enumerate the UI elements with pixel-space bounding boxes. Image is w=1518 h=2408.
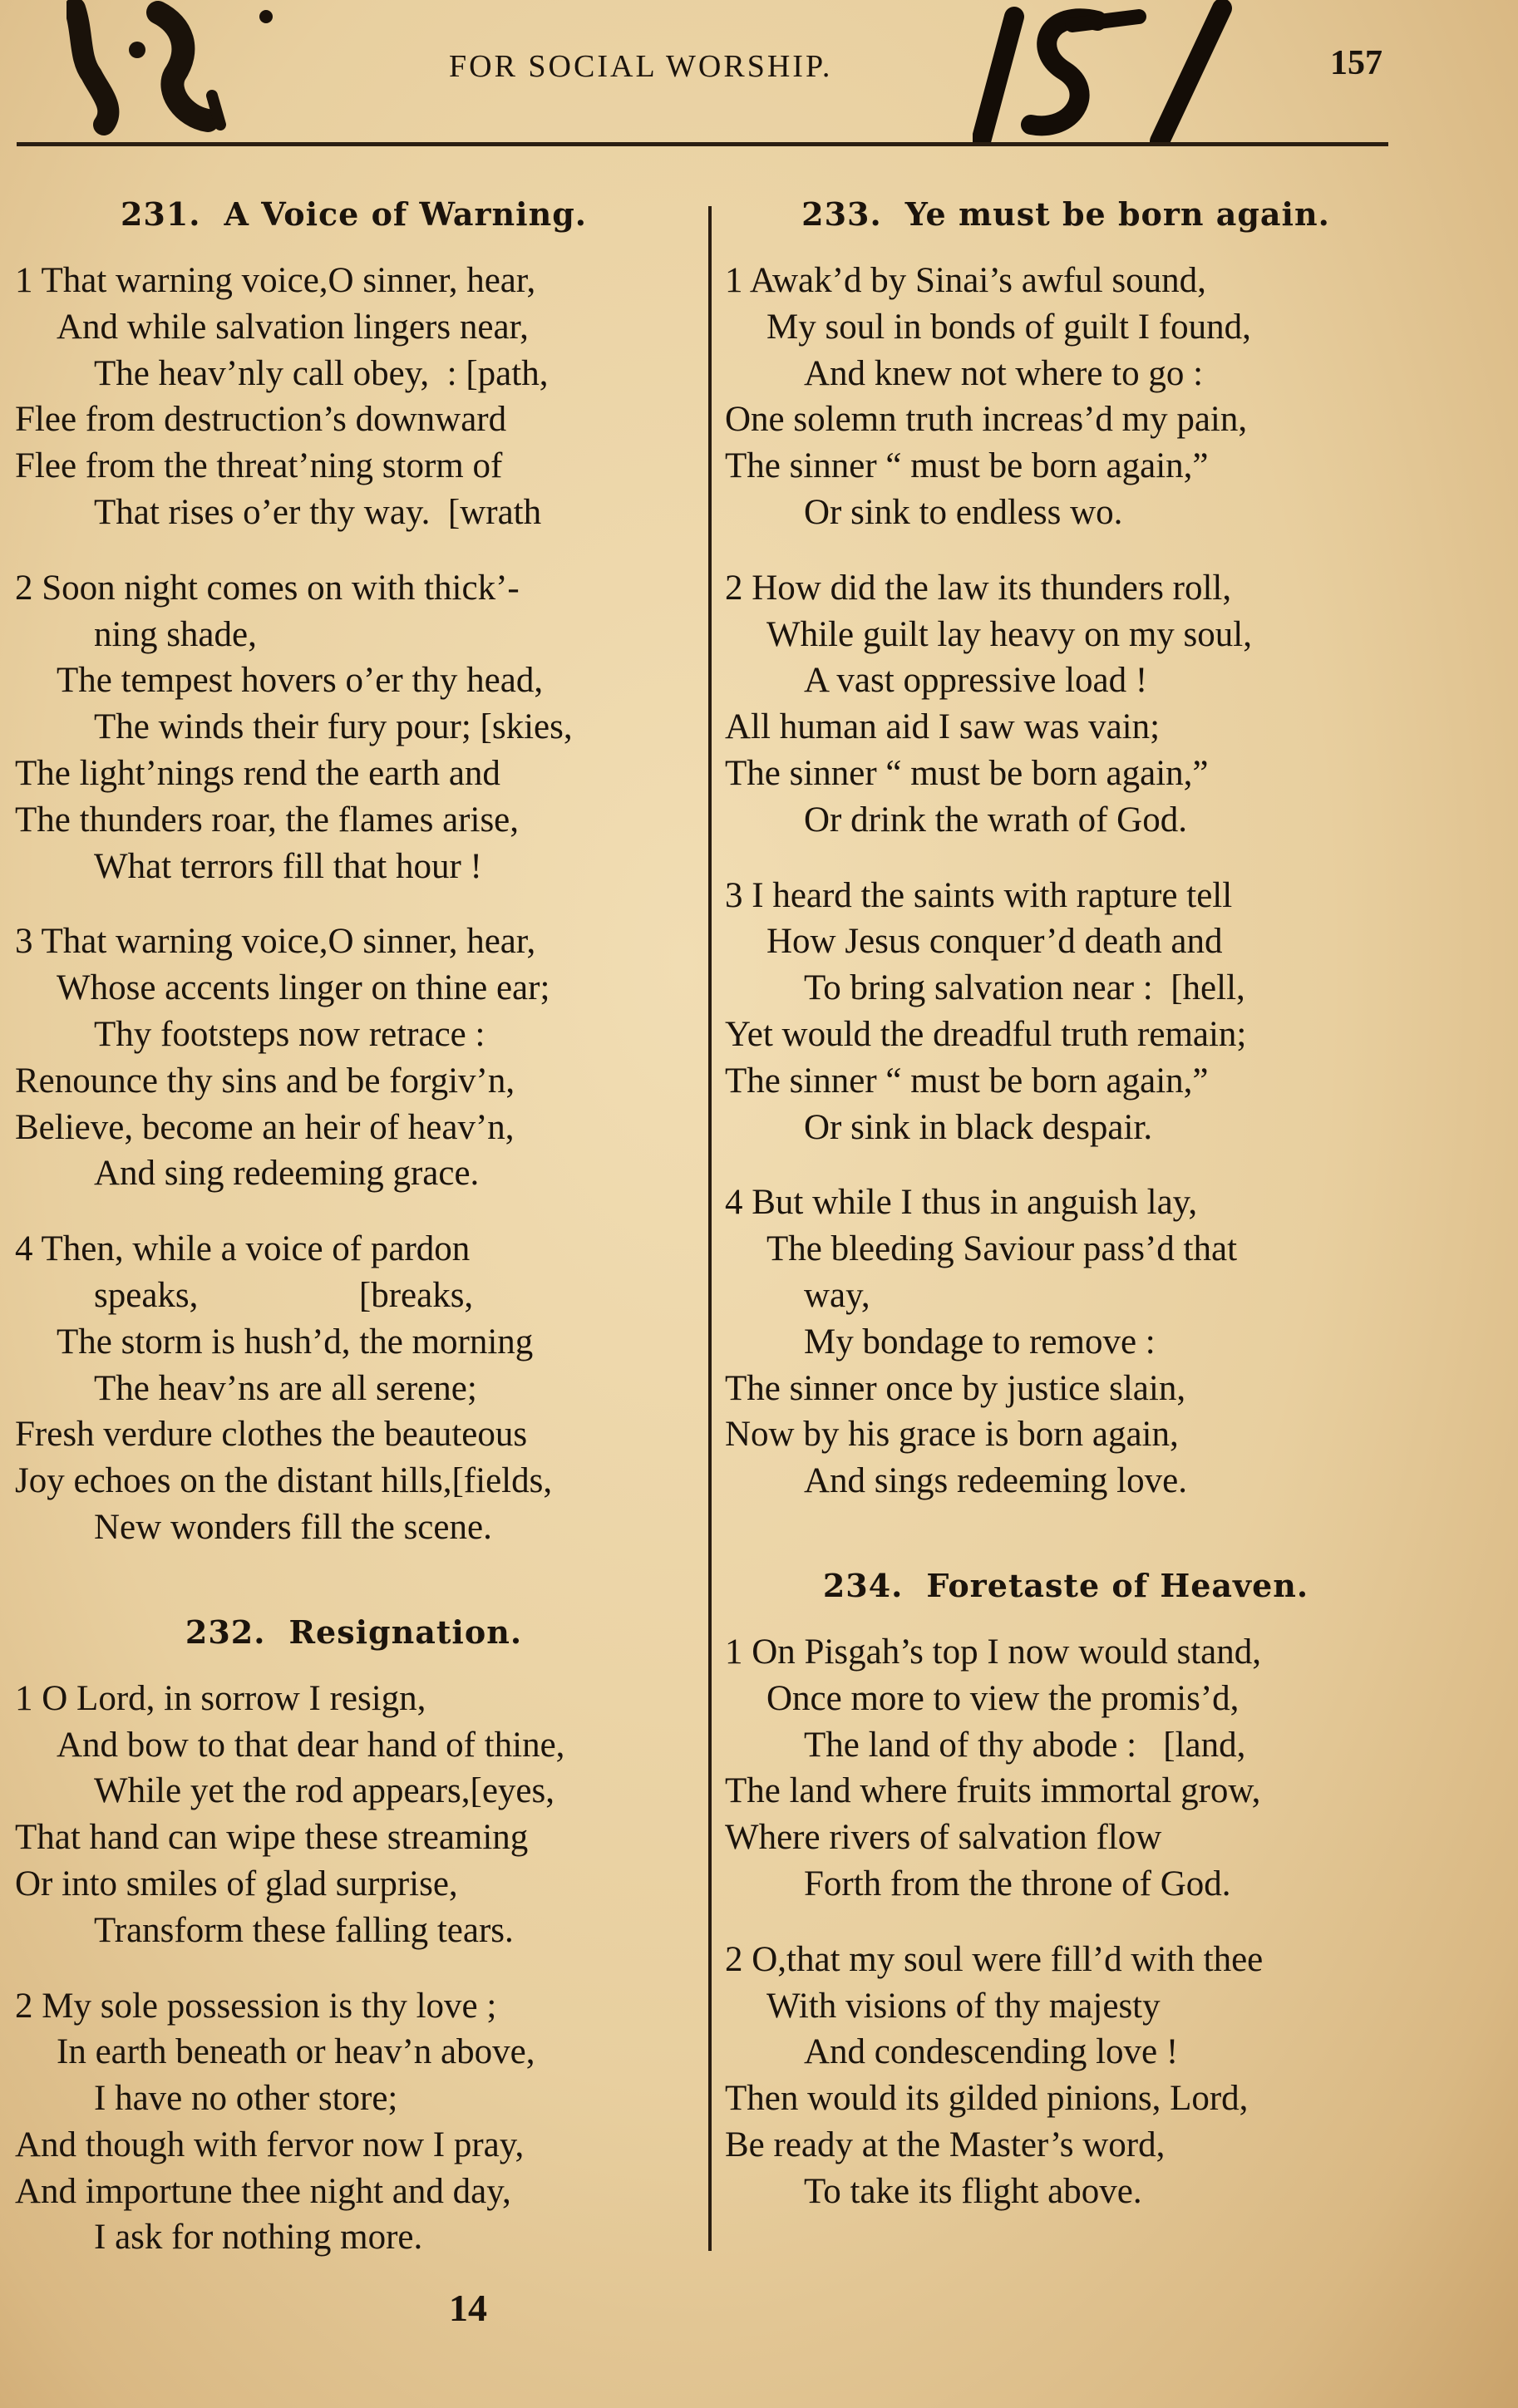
verse-line: Yet would the dreadful truth remain;	[725, 1014, 1247, 1054]
verse-line: And condescending love !	[804, 2032, 1179, 2072]
hymn-title	[725, 195, 1407, 233]
stanza	[15, 1676, 692, 1954]
verse-line: 4 But while I thus in anguish lay,	[725, 1183, 1198, 1223]
left-column	[15, 195, 692, 2290]
verse-line: Once more to view the promis’d,	[766, 1678, 1240, 1718]
verse-line: Then would its gilded pinions, Lord,	[725, 2079, 1249, 2119]
hymn-title	[15, 195, 692, 233]
verse-line: And importune thee night and day,	[15, 2171, 511, 2211]
hymn-title-text: Ye must be born again.	[904, 195, 1330, 233]
verse-line: 1 On Pisgah’s top I now would stand,	[725, 1632, 1261, 1672]
header-rule	[17, 142, 1388, 146]
verse-line: Now by his grace is born again,	[725, 1415, 1179, 1455]
verse-line: ning shade,	[94, 614, 257, 654]
verse-line: 1 O Lord, in sorrow I resign,	[15, 1678, 426, 1718]
verse-line: Flee from the threat’ning storm of	[15, 446, 503, 486]
hymn-title	[15, 1613, 692, 1651]
verse-line: The sinner “ must be born again,”	[725, 1061, 1209, 1101]
verse-line: 1 Awak’d by Sinai’s awful sound,	[725, 261, 1206, 300]
verse-line: I ask for nothing more.	[94, 2218, 423, 2258]
verse-line: And bow to that dear hand of thine,	[57, 1725, 565, 1765]
verse-line: The land where fruits immortal grow,	[725, 1771, 1261, 1811]
verse-line: Believe, become an heir of heav’n,	[15, 1107, 515, 1147]
verse-line: How Jesus conquer’d death and	[766, 922, 1223, 962]
verse-line: The land of thy abode : [land,	[804, 1725, 1246, 1765]
hymn	[15, 1613, 692, 2262]
verse-line: And knew not where to go :	[804, 353, 1204, 393]
hymn-number: 234.	[822, 1566, 904, 1604]
verse-line: And though with fervor now I pray,	[15, 2125, 525, 2164]
verse-line: To bring salvation near : [hell,	[804, 968, 1245, 1008]
verse-line: The heav’nly call obey, : [path,	[94, 353, 549, 393]
hymn-title-text: A Voice of Warning.	[224, 195, 588, 233]
verse-line: 2 O,that my soul were fill’d with thee	[725, 1939, 1264, 1979]
verse-line: My soul in bonds of guilt I found,	[766, 307, 1251, 347]
verse-line: Or sink to endless wo.	[804, 492, 1123, 532]
right-column	[725, 195, 1407, 2243]
verse-line: Transform these falling tears.	[94, 1910, 514, 1950]
verse-line: My bondage to remove :	[804, 1322, 1156, 1362]
verse-line: 2 My sole possession is thy love ;	[15, 1986, 497, 2026]
verse-line: One solemn truth increas’d my pain,	[725, 400, 1248, 440]
stanza	[725, 873, 1407, 1151]
verse-line: speaks, [breaks,	[94, 1275, 474, 1315]
hand-number-text: 151	[973, 0, 974, 1]
verse-line: And sing redeeming grace.	[94, 1154, 480, 1194]
verse-line: 3 That warning voice,O sinner, hear,	[15, 922, 536, 962]
verse-line: The light’nings rend the earth and	[15, 753, 500, 793]
stanza	[15, 918, 692, 1197]
signature-mark: 14	[449, 2287, 487, 2329]
verse-line: Or drink the wrath of God.	[804, 800, 1187, 840]
verse-line: I have no other store;	[94, 2079, 398, 2119]
stanza	[15, 1226, 692, 1551]
verse-line: The bleeding Saviour pass’d that	[766, 1229, 1238, 1269]
verse-line: Joy echoes on the distant hills,[fields,	[15, 1461, 553, 1501]
verse-line: Renounce thy sins and be forgiv’n,	[15, 1061, 515, 1101]
page-header	[0, 0, 1518, 150]
stanza	[725, 1179, 1407, 1504]
verse-line: While guilt lay heavy on my soul,	[766, 614, 1252, 654]
verse-line: The sinner “ must be born again,”	[725, 446, 1209, 486]
verse-line: 4 Then, while a voice of pardon	[15, 1229, 471, 1269]
verse-line: With visions of thy majesty	[766, 1986, 1161, 2026]
stanza	[15, 258, 692, 536]
stanza	[15, 1983, 692, 2262]
hymn-number: 233.	[801, 195, 882, 233]
hymn	[15, 195, 692, 1613]
stanza	[725, 1629, 1407, 1908]
hymn-number: 232.	[185, 1613, 266, 1651]
verse-line: Where rivers of salvation flow	[725, 1818, 1162, 1858]
verse-line: 2 How did the law its thunders roll,	[725, 568, 1232, 608]
verse-line: Whose accents linger on thine ear;	[57, 968, 550, 1008]
verse-line: A vast oppressive load !	[804, 661, 1148, 701]
hymn-title-text: Resignation.	[288, 1613, 523, 1651]
verse-line: 2 Soon night comes on with thick’-	[15, 568, 520, 608]
verse-line: While yet the rod appears,[eyes,	[94, 1771, 554, 1811]
verse-line: And sings redeeming love.	[804, 1461, 1187, 1501]
ink-blot-mark	[67, 0, 399, 141]
hymn-number: 231.	[120, 195, 201, 233]
verse-line: In earth beneath or heav’n above,	[57, 2032, 535, 2072]
stanza	[15, 565, 692, 890]
verse-line: That rises o’er thy way. [wrath	[94, 492, 542, 532]
hymn-title	[725, 1567, 1407, 1604]
verse-line: What terrors fill that hour !	[94, 846, 482, 886]
hymn-title-text: Foretaste of Heaven.	[926, 1566, 1309, 1604]
verse-line: The tempest hovers o’er thy head,	[57, 661, 544, 701]
verse-line: The storm is hush’d, the morning	[57, 1322, 534, 1362]
hymn	[725, 195, 1407, 1567]
verse-line: The sinner “ must be born again,”	[725, 753, 1209, 793]
verse-line: 1 That warning voice,O sinner, hear,	[15, 261, 536, 300]
verse-line: And while salvation lingers near,	[57, 307, 529, 347]
running-head: FOR SOCIAL WORSHIP.	[449, 49, 833, 84]
verse-line: Fresh verdure clothes the beauteous	[15, 1415, 528, 1455]
verse-line: The winds their fury pour; [skies,	[94, 707, 573, 747]
verse-line: The sinner once by justice slain,	[725, 1368, 1186, 1408]
verse-line: Flee from destruction’s downward	[15, 400, 507, 440]
verse-line: 3 I heard the saints with rapture tell	[725, 875, 1233, 915]
verse-line: Thy footsteps now retrace :	[94, 1014, 485, 1054]
verse-line: That hand can wipe these streaming	[15, 1818, 529, 1858]
verse-line: Be ready at the Master’s word,	[725, 2125, 1166, 2164]
verse-line: The thunders roar, the flames arise,	[15, 800, 520, 840]
verse-line: Or sink in black despair.	[804, 1107, 1153, 1147]
stanza	[725, 565, 1407, 844]
verse-line: Or into smiles of glad surprise,	[15, 1864, 458, 1903]
verse-line: Forth from the throne of God.	[804, 1864, 1231, 1903]
stanza	[725, 258, 1407, 536]
verse-line: New wonders fill the scene.	[94, 1507, 492, 1547]
page-number: 157	[1330, 44, 1382, 82]
hymn	[725, 1567, 1407, 2215]
hymn-spacer	[725, 1534, 1407, 1567]
verse-line: way,	[804, 1275, 870, 1315]
handwritten-number	[973, 0, 1247, 145]
verse-line: All human aid I saw was vain;	[725, 707, 1161, 747]
verse-line: The heav’ns are all serene;	[94, 1368, 477, 1408]
column-divider	[708, 206, 712, 2251]
hymn-spacer	[15, 1580, 692, 1613]
stanza	[725, 1937, 1407, 2215]
verse-line: To take its flight above.	[804, 2171, 1142, 2211]
